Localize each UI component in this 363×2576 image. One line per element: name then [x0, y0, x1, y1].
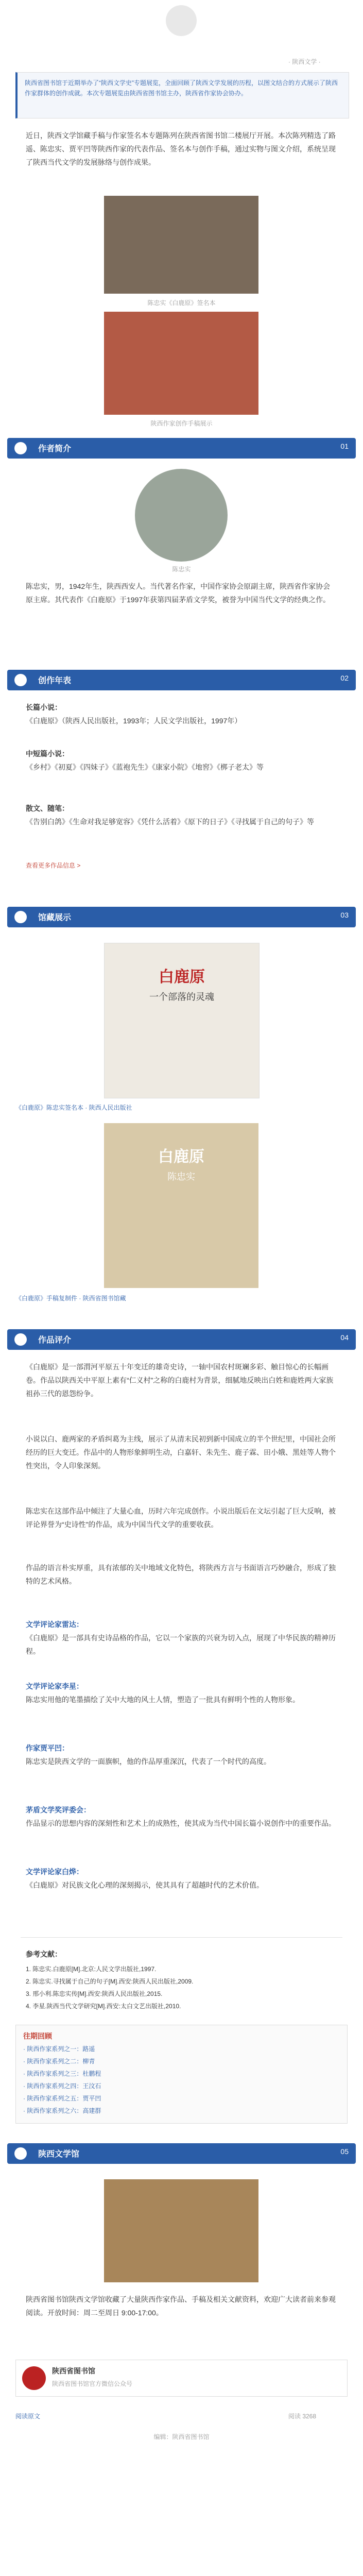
refs-title: 参考文献： — [26, 1950, 62, 1958]
book-icon — [14, 674, 27, 686]
section-header-author: 作者简介 01 — [7, 438, 356, 459]
review-p2: 小说以白、鹿两家的矛盾纠葛为主线，展示了从清末民初到新中国成立的半个世纪里，中国社会所经历的巨大变迁。作品中的人物形象鲜明生动，白嘉轩、朱先生、鹿子霖、田小娥、黑娃等人物个性突出，令人印象深刻。 — [26, 1435, 336, 1470]
ref-item: 1. 陈忠实.白鹿原[M].北京:人民文学出版社,1997. — [26, 1965, 157, 1973]
more-item[interactable]: · 陕西作家系列之五：贾平凹 — [23, 2095, 101, 2102]
account-card[interactable] — [15, 2360, 348, 2397]
review-q5: 《白鹿原》对民族文化心理的深刻揭示，使其具有了超越时代的艺术价值。 — [26, 1881, 264, 1889]
ref-item: 2. 陈忠实.寻找属于自己的句子[M].西安:陕西人民出版社,2009. — [26, 1978, 194, 1985]
review-q4-title: 茅盾文学奖评委会： — [26, 1806, 91, 1814]
image-icon — [14, 911, 27, 923]
footer-paragraph: 陕西省图书馆陕西文学馆收藏了大量陕西作家作品、手稿及相关文献资料，欢迎广大读者前来参观阅读。开放时间：周二至周日 9:00-17:00。 — [26, 2295, 336, 2317]
author-photo — [135, 469, 228, 562]
review-q3: 陈忠实是陕西文学的一面旗帜，他的作品厚重深沉，代表了一个时代的高度。 — [26, 1757, 271, 1766]
ref-item: 4. 李星.陕西当代文学研究[M].西安:太白文艺出版社,2010. — [26, 2003, 181, 2010]
section-header-works: 创作年表 02 — [7, 670, 356, 690]
lead-photo-1 — [104, 196, 258, 294]
intro-box — [15, 72, 349, 118]
book2-title: 白鹿原 — [158, 1148, 204, 1165]
header-avatar — [166, 5, 197, 36]
works-more-link[interactable]: 查看更多作品信息 > — [26, 862, 81, 869]
works-novels-label: 长篇小说： — [26, 703, 62, 711]
intro-text: 陕西省图书馆于近期举办了“陕西文学史”专题展览，全面回顾了陕西文学发展的历程，以图文结合的方式展示了陕西作家群体的创作成就。本次专题展览由陕西省图书馆主办，陕西省作家协会协办。 — [25, 79, 338, 97]
section-header-review: 作品评介 04 — [7, 1329, 356, 1350]
works-essays-label: 散文、随笔： — [26, 804, 69, 812]
more-item[interactable]: · 陕西作家系列之三：杜鹏程 — [23, 2070, 101, 2077]
account-desc: 陕西省图书馆官方微信公众号 — [52, 2380, 133, 2387]
author-bio: 陈忠实，男，1942年生，陕西西安人。当代著名作家，中国作家协会原副主席，陕西省作家协会原主席。其代表作《白鹿原》于1997年获第四届茅盾文学奖，被誉为中国当代文学的经典之作。 — [26, 582, 331, 604]
book2-subtitle: 陈忠实 — [167, 1172, 195, 1182]
series-label: · 陕西文学 · — [288, 58, 321, 65]
works-stories-label: 中短篇小说： — [26, 750, 69, 758]
section-header-exhibit: 馆藏展示 03 — [7, 907, 356, 927]
more-item[interactable]: · 陕西作家系列之四：王汶石 — [23, 2082, 101, 2090]
read-count: 阅读 3268 — [288, 2413, 317, 2420]
review-q2-title: 文学评论家李星： — [26, 1682, 83, 1690]
lead-photo-2 — [104, 312, 258, 415]
lead-caption-1: 陈忠实《白鹿原》签名本 — [147, 299, 216, 307]
divider — [21, 1937, 342, 1938]
read-original-link[interactable]: 阅读原文 — [15, 2413, 41, 2420]
museum-photo — [104, 2179, 258, 2282]
editor-credit: 编辑：陕西省图书馆 — [153, 2433, 210, 2441]
lead-caption-2: 陕西作家创作手稿展示 — [150, 420, 213, 427]
account-name: 陕西省图书馆 — [52, 2367, 95, 2375]
review-q5-title: 文学评论家白烨： — [26, 1868, 83, 1876]
review-q2: 陈忠实用他的笔墨描绘了关中大地的风土人情，塑造了一批具有鲜明个性的人物形象。 — [26, 1696, 300, 1704]
review-q1: 《白鹿原》是一部具有史诗品格的作品，它以一个家族的兴衰为切入点，展现了中华民族的精神历程。 — [26, 1634, 336, 1655]
review-p4: 作品的语言朴实厚重，具有浓郁的关中地域文化特色，将陕西方言与书面语言巧妙融合，形成了独特的艺术风格。 — [26, 1564, 336, 1585]
author-name-caption: 陈忠实 — [172, 566, 191, 573]
more-item[interactable]: · 陕西作家系列之六：高建群 — [23, 2107, 101, 2114]
exhibit-caption-1: 《白鹿原》陈忠实签名本 · 陕西人民出版社 — [15, 1104, 132, 1111]
account-avatar — [22, 2366, 46, 2390]
section-header-museum: 陕西文学馆 05 — [7, 2143, 356, 2164]
more-item[interactable]: · 陕西作家系列之一：路遥 — [23, 2045, 95, 2053]
works-essays: 《告别白鸽》《生命对我足够宽容》《凭什么活着》《原下的日子》《寻找属于自己的句子》等 — [26, 818, 314, 826]
exhibit-caption-2: 《白鹿原》手稿复制件 · 陕西省图书馆藏 — [15, 1295, 126, 1302]
ref-item: 3. 邢小利.陈忠实传[M].西安:陕西人民出版社,2015. — [26, 1990, 163, 1997]
works-stories: 《乡村》《初夏》《四妹子》《蓝袍先生》《康家小院》《地窖》《梆子老太》等 — [26, 763, 264, 771]
exhibit-book-1 — [104, 943, 260, 1098]
review-p1: 《白鹿原》是一部渭河平原五十年变迁的雄奇史诗，一轴中国农村斑斓多彩、触目惊心的长幅画卷。作品以陕西关中平原上素有“仁义村”之称的白鹿村为背景，细腻地反映出白姓和鹿姓两大家族祖孙三代的恩怨纷争。 — [26, 1363, 334, 1398]
more-title: 往期回顾 — [23, 2032, 52, 2040]
review-p3: 陈忠实在这部作品中倾注了大量心血，历时六年完成创作。小说出版后在文坛引起了巨大反响，被评论界誉为“史诗性”的作品，成为中国当代文学的重要收获。 — [26, 1507, 336, 1529]
lead-paragraph: 近日，陕西文学馆藏手稿与作家签名本专题陈列在陕西省图书馆二楼展厅开展。本次陈列精选了路遥、陈忠实、贾平凹等陕西作家的代表作品、签名本与创作手稿，通过实物与图文介绍，系统呈现了陕西当代文学的发展脉络与创作成果。 — [26, 131, 336, 166]
review-q4: 作品显示的思想内容的深刻性和艺术上的成熟性，使其成为当代中国长篇小说创作中的重要作品。 — [26, 1819, 336, 1827]
works-novels: 《白鹿原》（陕西人民出版社，1993年；人民文学出版社，1997年） — [26, 717, 242, 725]
review-q1-title: 文学评论家雷达： — [26, 1620, 83, 1629]
exhibit-book-2 — [104, 1123, 258, 1288]
person-icon — [14, 442, 27, 454]
building-icon — [14, 2147, 27, 2160]
more-box — [15, 2025, 348, 2124]
more-item[interactable]: · 陕西作家系列之二：柳青 — [23, 2058, 95, 2065]
review-q3-title: 作家贾平凹： — [26, 1744, 69, 1752]
chat-icon — [14, 1333, 27, 1346]
book1-subtitle: 一个部落的灵魂 — [149, 992, 214, 1002]
book1-title: 白鹿原 — [159, 969, 205, 986]
